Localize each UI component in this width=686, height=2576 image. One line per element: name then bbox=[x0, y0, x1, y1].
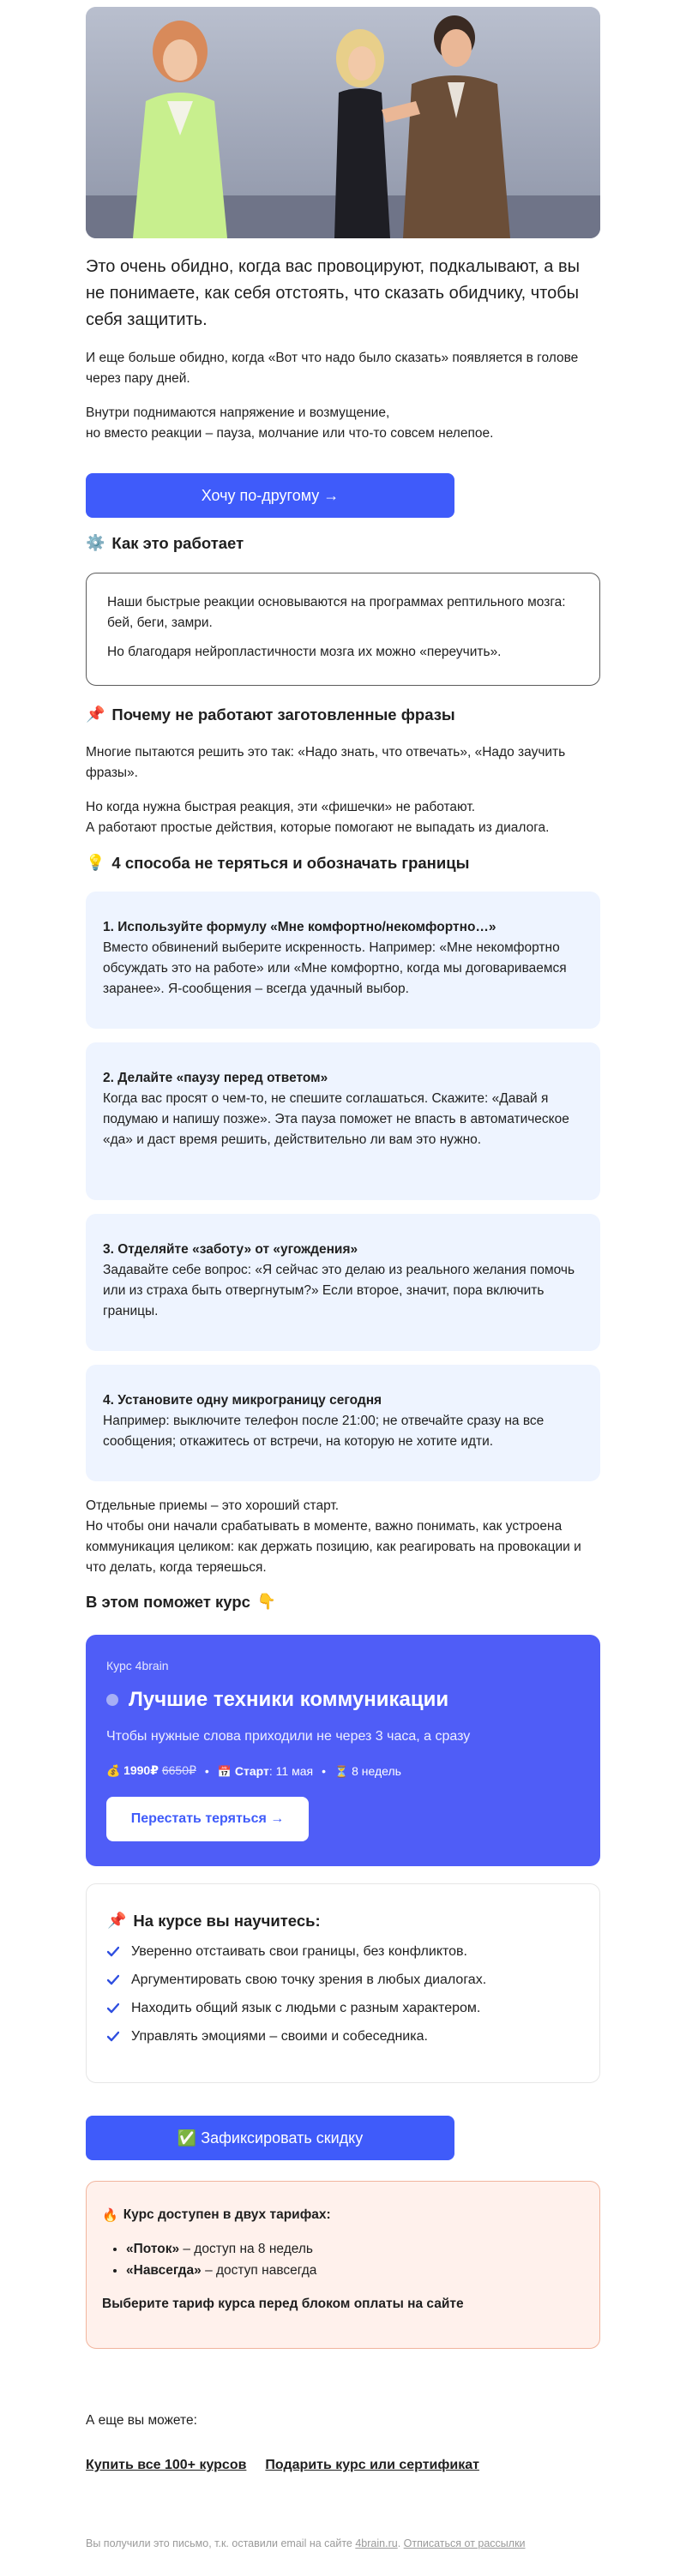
tariff-note: Выберите тариф курса перед блоком оплаты на сайте bbox=[102, 2297, 464, 2311]
help-title: В этом поможет курс bbox=[86, 1593, 250, 1611]
course-title-row bbox=[106, 1688, 580, 1712]
learn-card bbox=[86, 1883, 600, 2083]
tariff-item bbox=[126, 2260, 584, 2281]
footer-text: Вы получили это письмо, т.к. оставили email на сайте bbox=[86, 2537, 356, 2549]
list-item-text: Управлять эмоциями – своими и собеседника. bbox=[131, 2029, 428, 2044]
checkmark-icon bbox=[107, 2003, 119, 2015]
help-heading bbox=[86, 1591, 600, 1613]
gear-icon: ⚙️ bbox=[86, 534, 105, 552]
why-line-2: А работают простые действия, которые помогают не выпадать из диалога. bbox=[86, 820, 550, 835]
tariff-card bbox=[86, 2181, 600, 2349]
tip-title: 4. Установите одну микрограницу сегодня bbox=[103, 1393, 382, 1408]
tip-text: Например: выключите телефон после 21:00; не отвечайте сразу на все сообщения; откажитесь от встречи, на которую не хотите идти. bbox=[103, 1414, 545, 1449]
tariff-title: Курс доступен в двух тарифах: bbox=[123, 2207, 331, 2222]
tip-title: 1. Используйте формулу «Мне комфортно/некомфортно…» bbox=[103, 920, 496, 934]
learn-list bbox=[107, 1943, 579, 2045]
how-heading bbox=[86, 532, 600, 555]
unsubscribe-link[interactable]: Отписаться от рассылки bbox=[403, 2537, 526, 2549]
ways-title: 4 способа не теряться и обозначать границы bbox=[111, 854, 470, 872]
stop-losing-button[interactable]: Перестать теряться → bbox=[106, 1797, 309, 1841]
tariff-item bbox=[126, 2238, 584, 2260]
list-item-text: Аргументировать свою точку зрения в любых диалогах. bbox=[131, 1973, 487, 1987]
tip-title: 3. Отделяйте «заботу» от «угождения» bbox=[103, 1242, 358, 1257]
tariff-list bbox=[102, 2238, 584, 2281]
ways-heading bbox=[86, 852, 600, 874]
list-item bbox=[107, 2000, 579, 2017]
list-item-text: Уверенно отстаивать свои границы, без конфликтов. bbox=[131, 1944, 467, 1959]
start-label: Старт bbox=[234, 1763, 269, 1778]
tip-card-4 bbox=[86, 1365, 600, 1481]
money-bag-icon: 💰 bbox=[106, 1765, 121, 1778]
lock-discount-button[interactable]: ✅ Зафиксировать скидку bbox=[86, 2116, 454, 2160]
intro-line-1: Внутри поднимаются напряжение и возмущение, bbox=[86, 405, 390, 420]
list-item-text: Находить общий язык с людьми с разным характером. bbox=[131, 2001, 481, 2015]
calendar-icon: 📅 bbox=[217, 1765, 232, 1779]
price-old: 6650₽ bbox=[161, 1763, 196, 1777]
tip-text: Задавайте себе вопрос: «Я сейчас это делаю из реального желания помочь или из страха быть отвергнутым?» Если второе, значит, пора включить границы. bbox=[103, 1263, 575, 1318]
tip-text: Вместо обвинений выберите искренность. Например: «Мне некомфортно обсуждать это на работе» или «Мне комфортно, когда мы договариваемся заранее». Я-сообщения – всегда удачный выбор. bbox=[103, 940, 567, 996]
start-date: : 11 мая bbox=[268, 1763, 314, 1778]
lightbulb-icon: 💡 bbox=[86, 854, 105, 872]
course-meta bbox=[106, 1763, 580, 1778]
intro-paragraph-2 bbox=[86, 403, 600, 444]
tariff-name: «Поток» bbox=[126, 2242, 180, 2256]
checkmark-icon bbox=[107, 1946, 119, 1958]
gift-course-link[interactable]: Подарить курс или сертификат bbox=[265, 2458, 479, 2472]
why-line-1: Но когда нужна быстрая реакция, эти «фишечки» не работают. bbox=[86, 800, 476, 814]
after-line-2: Но чтобы они начали срабатывать в моменте, важно понимать, как устроена коммуникация целиком: как держать позицию, как реагировать на провокации и что делать, когда теряешься. bbox=[86, 1519, 581, 1575]
start-block bbox=[218, 1764, 313, 1778]
fire-icon: 🔥 bbox=[102, 2207, 118, 2223]
pointing-down-icon: 👇 bbox=[256, 1593, 277, 1611]
how-title: Как это работает bbox=[111, 534, 244, 552]
tariff-desc: – доступ навсегда bbox=[201, 2263, 317, 2278]
price-new: 1990₽ bbox=[123, 1763, 159, 1777]
pushpin-icon: 📌 bbox=[107, 1912, 127, 1930]
intro-paragraph-1: И еще больше обидно, когда «Вот что надо было сказать» появляется в голове через пару дней. bbox=[86, 351, 579, 386]
list-item bbox=[107, 1943, 579, 1961]
tip-card-3 bbox=[86, 1214, 600, 1351]
price-block bbox=[106, 1763, 196, 1778]
tip-text: Когда вас просят о чем-то, не спешите соглашаться. Скажите: «Давай я подумаю и напишу позже». Эта пауза поможет не впасть в автоматическое «да» и даст время решить, действительно ли вам это нужно. bbox=[103, 1091, 569, 1147]
buy-all-courses-link[interactable]: Купить все 100+ курсов bbox=[86, 2458, 247, 2472]
after-line-1: Отдельные приемы – это хороший старт. bbox=[86, 1498, 340, 1513]
tariff-heading bbox=[102, 2207, 584, 2223]
how-text-2: Но благодаря нейропластичности мозга их можно «переучить». bbox=[107, 645, 502, 659]
after-paragraph bbox=[86, 1496, 600, 1578]
footer bbox=[86, 2537, 600, 2549]
pushpin-icon: 📌 bbox=[86, 706, 105, 724]
learn-heading bbox=[107, 1910, 579, 1932]
meta-separator: • bbox=[204, 1763, 209, 1778]
list-item bbox=[107, 2028, 579, 2045]
site-link[interactable]: 4brain.ru bbox=[355, 2537, 398, 2549]
course-card bbox=[86, 1635, 600, 1866]
footer-separator: . bbox=[397, 2537, 404, 2549]
course-kicker: Курс 4brain bbox=[106, 1659, 169, 1672]
why-paragraph-1: Многие пытаются решить это так: «Надо знать, что отвечать», «Надо заучить фразы». bbox=[86, 745, 566, 780]
intro-lead: Это очень обидно, когда вас провоцируют, подкалывают, а вы не понимаете, как себя отстоять, что сказать обидчику, чтобы себя защитить. bbox=[86, 257, 580, 329]
duration-text: 8 недель bbox=[352, 1763, 401, 1778]
course-subtitle: Чтобы нужные слова приходили не через 3 часа, а сразу bbox=[106, 1729, 471, 1744]
tip-title: 2. Делайте «паузу перед ответом» bbox=[103, 1071, 328, 1085]
how-card bbox=[86, 573, 600, 686]
how-text-1: Наши быстрые реакции основываются на программах рептильного мозга: бей, беги, замри. bbox=[107, 595, 566, 630]
meta-separator: • bbox=[322, 1763, 326, 1778]
more-lead: А еще вы можете: bbox=[86, 2413, 197, 2428]
why-paragraph-2 bbox=[86, 797, 600, 838]
want-different-button[interactable]: Хочу по-другому → bbox=[86, 473, 454, 518]
hourglass-icon: ⏳ bbox=[334, 1765, 349, 1779]
tip-card-2 bbox=[86, 1042, 600, 1200]
tip-card-1 bbox=[86, 892, 600, 1029]
learn-title: На курсе вы научитесь: bbox=[133, 1912, 321, 1930]
course-dot-icon bbox=[106, 1694, 118, 1706]
hero-image bbox=[86, 7, 600, 238]
why-title: Почему не работают заготовленные фразы bbox=[111, 706, 455, 724]
intro-line-2: но вместо реакции – пауза, молчание или что-то совсем нелепое. bbox=[86, 426, 494, 441]
tariff-name: «Навсегда» bbox=[126, 2263, 202, 2278]
checkmark-icon bbox=[107, 1974, 119, 1986]
checkmark-icon bbox=[107, 2031, 119, 2043]
course-title: Лучшие техники коммуникации bbox=[129, 1688, 449, 1711]
duration-block bbox=[334, 1764, 401, 1778]
why-heading bbox=[86, 704, 600, 726]
hero-photo bbox=[86, 7, 600, 238]
more-links bbox=[86, 2458, 600, 2473]
list-item bbox=[107, 1972, 579, 1989]
tariff-desc: – доступ на 8 недель bbox=[179, 2242, 313, 2256]
